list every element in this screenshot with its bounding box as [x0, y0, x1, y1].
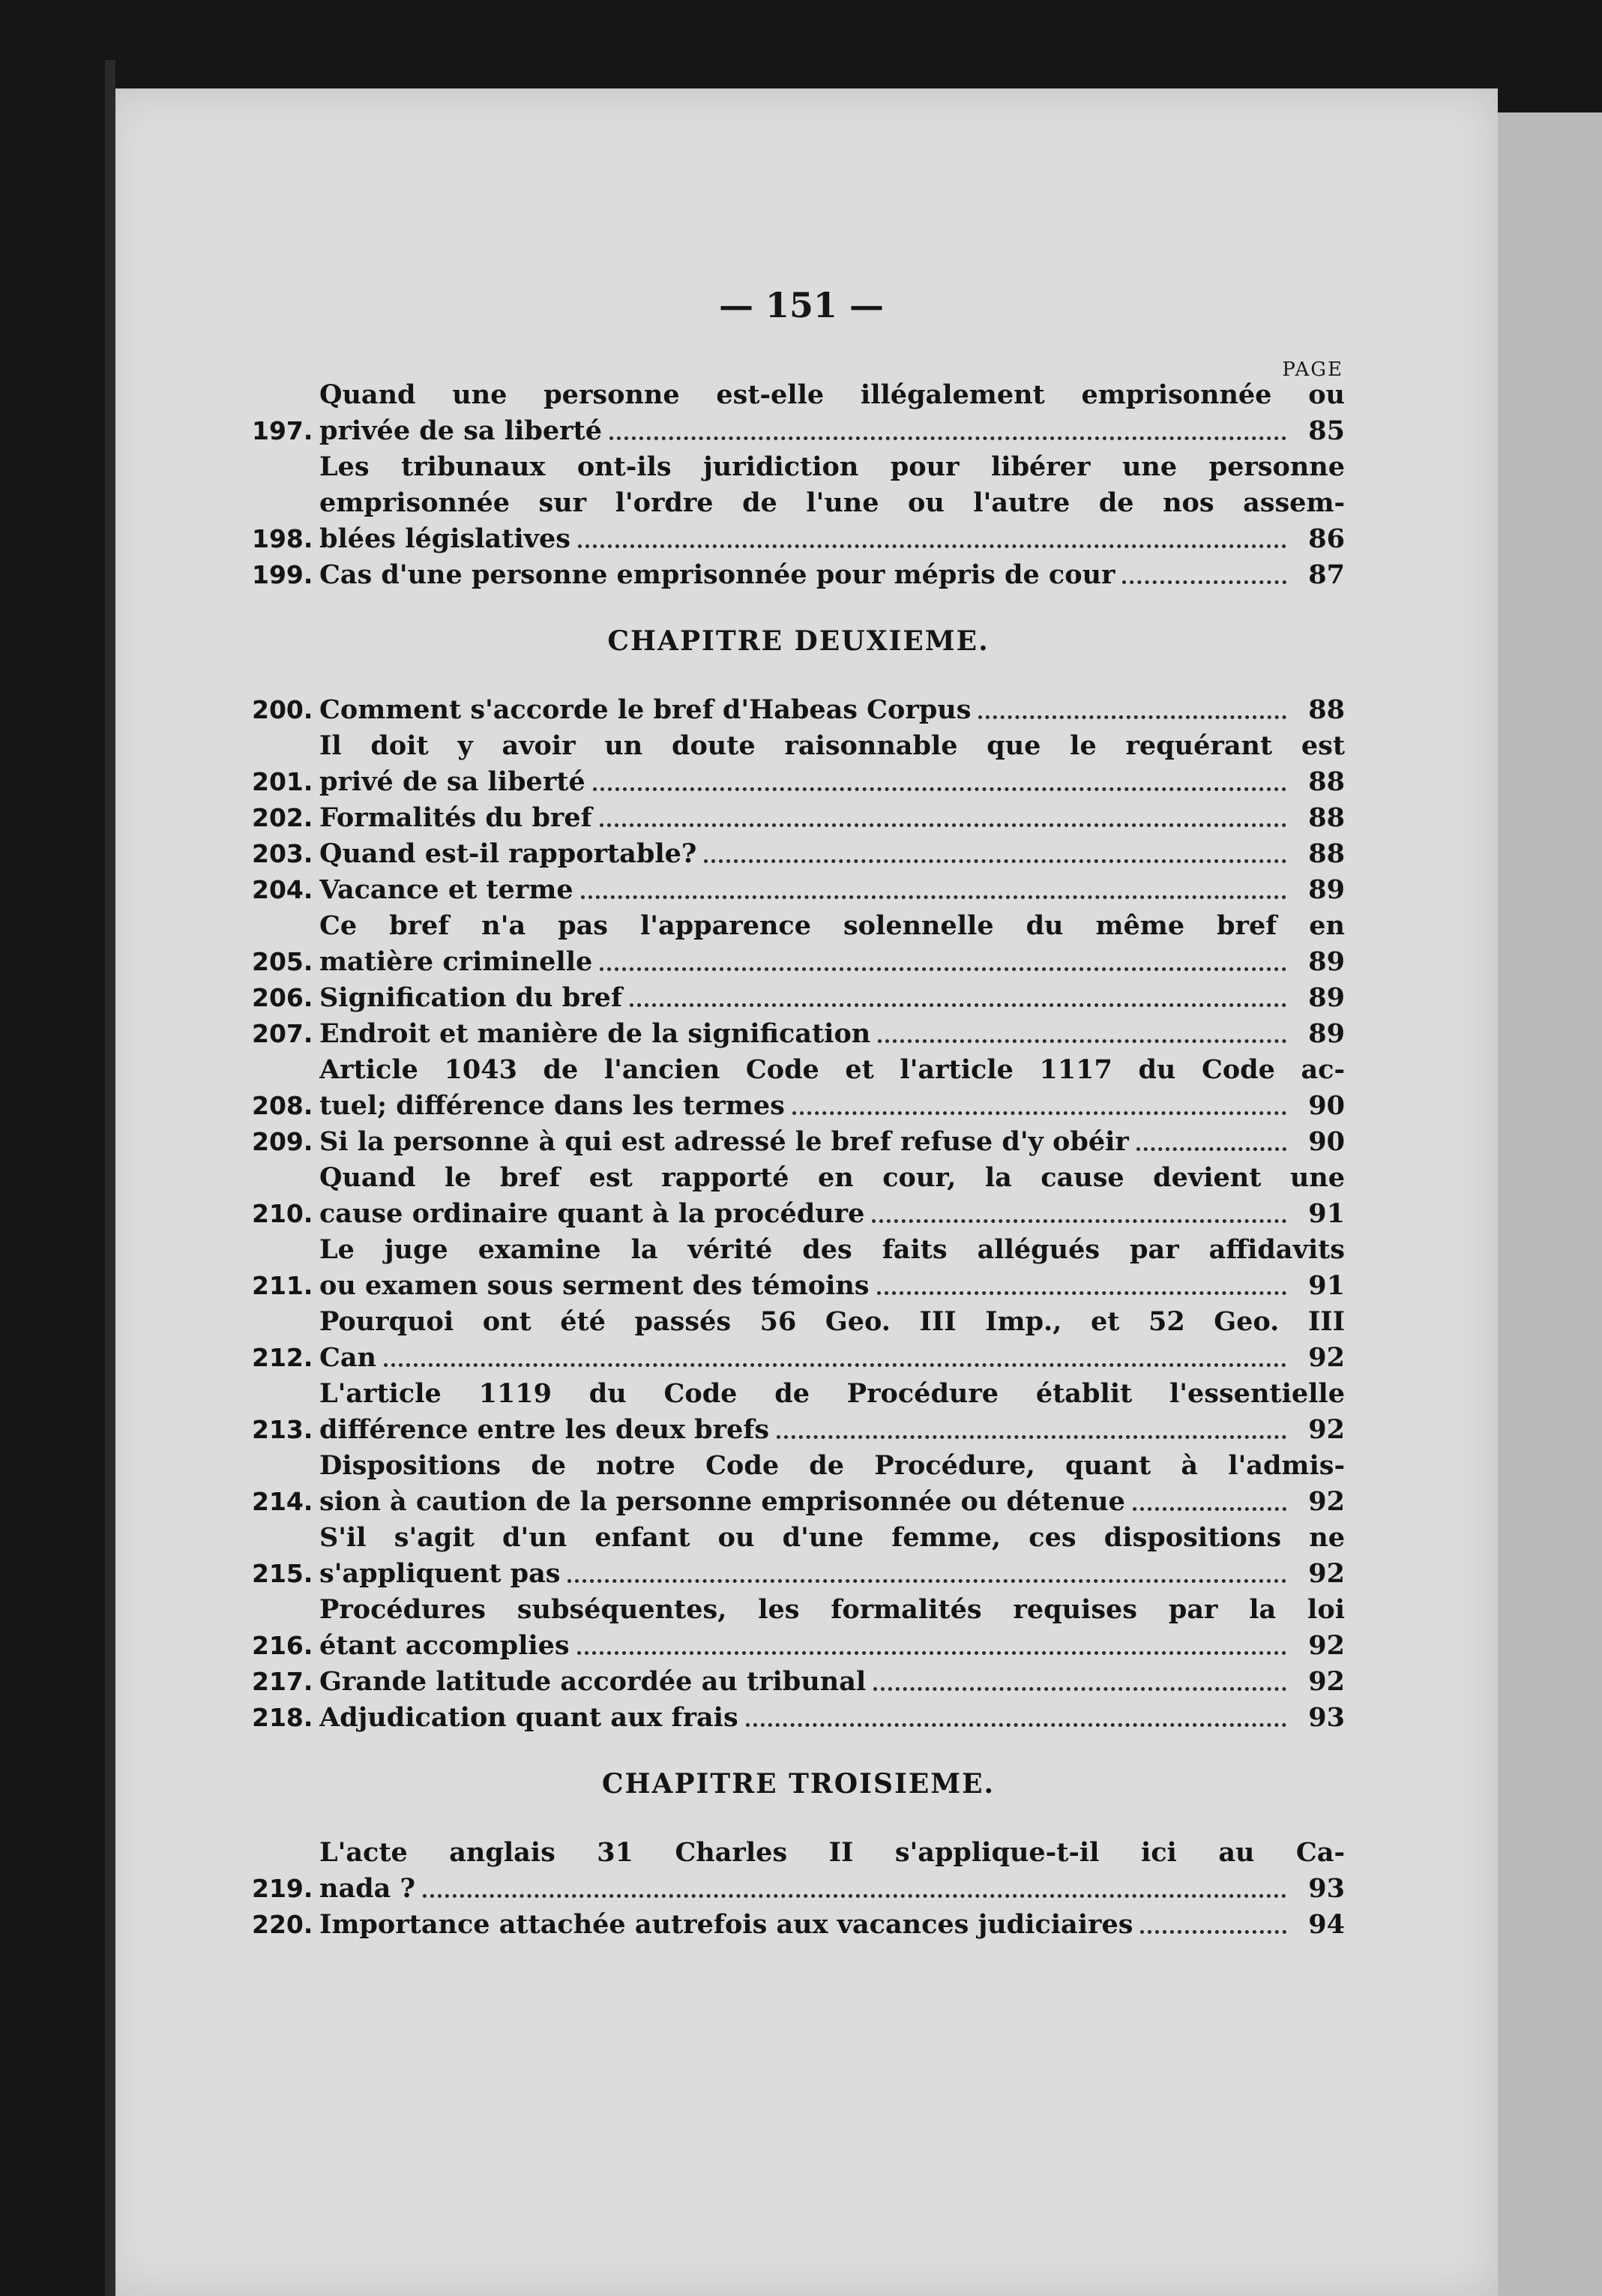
- entry-text: Si la personne à qui est adressé le bref refuse d'y obéir: [319, 1126, 1129, 1157]
- entry-number: 205.: [252, 947, 313, 976]
- entry-page: 93: [1308, 1702, 1345, 1733]
- entry-page: 89: [1308, 874, 1345, 905]
- toc-entry: [252, 872, 1345, 908]
- toc-entry: [252, 1160, 1345, 1232]
- entry-page: 92: [1308, 1486, 1345, 1517]
- entry-text: nada ?: [319, 1873, 415, 1904]
- entry-text: Quand le bref est rapporté en cour, la cause devient une: [319, 1162, 1345, 1193]
- entry-text: matière criminelle: [319, 946, 593, 977]
- entry-page: 89: [1308, 1018, 1345, 1049]
- entry-text: blées législatives: [319, 523, 570, 554]
- dot-leader: [746, 1700, 1286, 1727]
- page-number: — 151 —: [718, 285, 885, 325]
- dot-leader: [878, 1016, 1286, 1043]
- entry-number: 208.: [252, 1091, 313, 1120]
- entry-page: 94: [1308, 1909, 1345, 1940]
- entry-number: 209.: [252, 1127, 313, 1156]
- entry-text: Vacance et terme: [319, 874, 573, 905]
- entry-text: L'acte anglais 31 Charles II s'applique-t-il ici au Ca-: [319, 1837, 1345, 1868]
- entry-page: 89: [1308, 946, 1345, 977]
- entry-text: S'il s'agit d'un enfant ou d'une femme, ces dispositions ne: [319, 1522, 1345, 1553]
- dot-leader: [777, 1412, 1286, 1439]
- dot-leader: [600, 800, 1286, 827]
- page-column-label: PAGE: [1282, 358, 1343, 381]
- entry-number: 212.: [252, 1343, 313, 1372]
- entry-text: étant accomplies: [319, 1630, 570, 1661]
- toc-entry: [252, 1016, 1345, 1052]
- entry-number: 200.: [252, 695, 313, 724]
- entry-page: 85: [1308, 415, 1345, 446]
- dot-leader: [978, 692, 1286, 719]
- entry-text: Pourquoi ont été passés 56 Geo. III Imp., et 52 Geo. III: [319, 1306, 1345, 1337]
- entry-page: 90: [1308, 1126, 1345, 1157]
- entry-number: 204.: [252, 875, 313, 904]
- entry-number: 201.: [252, 767, 313, 796]
- dot-leader: [792, 1088, 1286, 1115]
- entry-page: 88: [1308, 766, 1345, 797]
- toc-entry: [252, 836, 1345, 872]
- entry-text: ou examen sous serment des témoins: [319, 1270, 870, 1301]
- entry-text: Il doit y avoir un doute raisonnable que le requérant est: [319, 730, 1345, 761]
- entry-text: privée de sa liberté: [319, 415, 602, 446]
- entry-number: 219.: [252, 1874, 313, 1903]
- entry-number: 215.: [252, 1559, 313, 1588]
- entry-number: 207.: [252, 1019, 313, 1048]
- chapter-heading: CHAPITRE TROISIEME.: [601, 1768, 996, 1800]
- entry-text: Grande latitude accordée au tribunal: [319, 1666, 867, 1697]
- dot-leader: [577, 1628, 1286, 1655]
- toc-entry: [252, 449, 1345, 557]
- entry-page: 90: [1308, 1090, 1345, 1121]
- book-binding: [105, 60, 115, 2296]
- entry-text: privé de sa liberté: [319, 766, 585, 797]
- entry-number: 218.: [252, 1703, 313, 1732]
- toc-entry: [252, 1448, 1345, 1520]
- book-page: [105, 88, 1498, 2296]
- entry-page: 88: [1308, 694, 1345, 725]
- toc-entry: [252, 1232, 1345, 1304]
- toc-entry: [252, 908, 1345, 980]
- dot-leader: [1133, 1484, 1286, 1511]
- dot-leader: [1140, 1907, 1286, 1934]
- toc-entry: [252, 1907, 1345, 1943]
- entry-text: cause ordinaire quant à la procédure: [319, 1198, 865, 1229]
- dot-leader: [704, 836, 1286, 863]
- dot-leader: [630, 980, 1286, 1007]
- entry-page: 93: [1308, 1873, 1345, 1904]
- entry-text: Signification du bref: [319, 982, 623, 1013]
- entry-text: Endroit et manière de la signification: [319, 1018, 871, 1049]
- entry-number: 199.: [252, 560, 313, 589]
- toc-entry: [252, 1700, 1345, 1736]
- entry-text: Cas d'une personne emprisonnée pour mépris de cour: [319, 559, 1115, 590]
- dot-leader: [581, 872, 1286, 899]
- dot-leader: [1122, 557, 1286, 584]
- adjacent-page-edge: [1492, 112, 1602, 2296]
- entry-text: Ce bref n'a pas l'apparence solennelle du même bref en: [319, 910, 1345, 941]
- toc-entry: [252, 1052, 1345, 1124]
- entry-number: 217.: [252, 1667, 313, 1696]
- entry-number: 211.: [252, 1271, 313, 1300]
- entry-text: emprisonnée sur l'ordre de l'une ou l'autre de nos assem-: [319, 487, 1345, 518]
- dot-leader: [600, 944, 1286, 971]
- chapter-heading: CHAPITRE DEUXIEME.: [607, 625, 990, 657]
- entry-page: 87: [1308, 559, 1345, 590]
- toc-entry: [252, 1124, 1345, 1160]
- entry-page: 89: [1308, 982, 1345, 1013]
- entry-number: 210.: [252, 1199, 313, 1228]
- entry-text: Can: [319, 1342, 376, 1373]
- entry-page: 92: [1308, 1342, 1345, 1373]
- entry-number: 220.: [252, 1910, 313, 1939]
- entry-number: 202.: [252, 803, 313, 832]
- dot-leader: [873, 1664, 1286, 1691]
- entry-number: 216.: [252, 1631, 313, 1660]
- entry-text: Quand une personne est-elle illégalement emprisonnée ou: [319, 379, 1345, 410]
- toc-entry: [252, 1592, 1345, 1664]
- entry-page: 91: [1308, 1198, 1345, 1229]
- entry-text: Comment s'accorde le bref d'Habeas Corpus: [319, 694, 972, 725]
- entry-number: 198.: [252, 524, 313, 553]
- entry-page: 92: [1308, 1558, 1345, 1589]
- dot-leader: [578, 521, 1286, 548]
- entry-text: Dispositions de notre Code de Procédure, quant à l'admis-: [319, 1450, 1345, 1481]
- dot-leader: [384, 1340, 1286, 1367]
- entry-page: 88: [1308, 838, 1345, 869]
- toc-entry: [252, 1835, 1345, 1907]
- entry-number: 214.: [252, 1487, 313, 1516]
- entry-text: Adjudication quant aux frais: [319, 1702, 738, 1733]
- dot-leader: [567, 1556, 1286, 1583]
- entry-text: différence entre les deux brefs: [319, 1414, 770, 1445]
- dot-leader: [1136, 1124, 1286, 1151]
- entry-text: Procédures subséquentes, les formalités requises par la loi: [319, 1594, 1345, 1625]
- toc-entry: [252, 1520, 1345, 1592]
- table-of-contents: [252, 377, 1345, 1943]
- dot-leader: [593, 764, 1286, 791]
- toc-entry: [252, 1304, 1345, 1376]
- entry-text: Importance attachée autrefois aux vacances judiciaires: [319, 1909, 1133, 1940]
- entry-page: 91: [1308, 1270, 1345, 1301]
- toc-entry: [252, 377, 1345, 449]
- dot-leader: [609, 413, 1286, 440]
- toc-entry: [252, 1376, 1345, 1448]
- toc-entry: [252, 980, 1345, 1016]
- entry-text: Quand est-il rapportable?: [319, 838, 697, 869]
- entry-text: Le juge examine la vérité des faits allégués par affidavits: [319, 1234, 1345, 1265]
- entry-number: 206.: [252, 983, 313, 1012]
- toc-entry: [252, 1664, 1345, 1700]
- entry-page: 86: [1308, 523, 1345, 554]
- entry-number: 203.: [252, 839, 313, 868]
- entry-text: L'article 1119 du Code de Procédure établit l'essentielle: [319, 1378, 1345, 1409]
- toc-entry: [252, 728, 1345, 800]
- entry-number: 213.: [252, 1415, 313, 1444]
- toc-entry: [252, 800, 1345, 836]
- entry-page: 88: [1308, 802, 1345, 833]
- entry-page: 92: [1308, 1414, 1345, 1445]
- entry-page: 92: [1308, 1666, 1345, 1697]
- dot-leader: [877, 1268, 1286, 1295]
- entry-text: Les tribunaux ont-ils juridiction pour libérer une personne: [319, 451, 1345, 482]
- entry-text: Article 1043 de l'ancien Code et l'article 1117 du Code ac-: [319, 1054, 1345, 1085]
- entry-number: 197.: [252, 416, 313, 445]
- entry-text: s'appliquent pas: [319, 1558, 561, 1589]
- entry-text: sion à caution de la personne emprisonnée ou détenue: [319, 1486, 1125, 1517]
- toc-entry: [252, 557, 1345, 593]
- dot-leader: [423, 1871, 1286, 1898]
- entry-page: 92: [1308, 1630, 1345, 1661]
- dot-leader: [872, 1196, 1286, 1223]
- entry-text: tuel; différence dans les termes: [319, 1090, 785, 1121]
- entry-text: Formalités du bref: [319, 802, 592, 833]
- toc-entry: [252, 692, 1345, 728]
